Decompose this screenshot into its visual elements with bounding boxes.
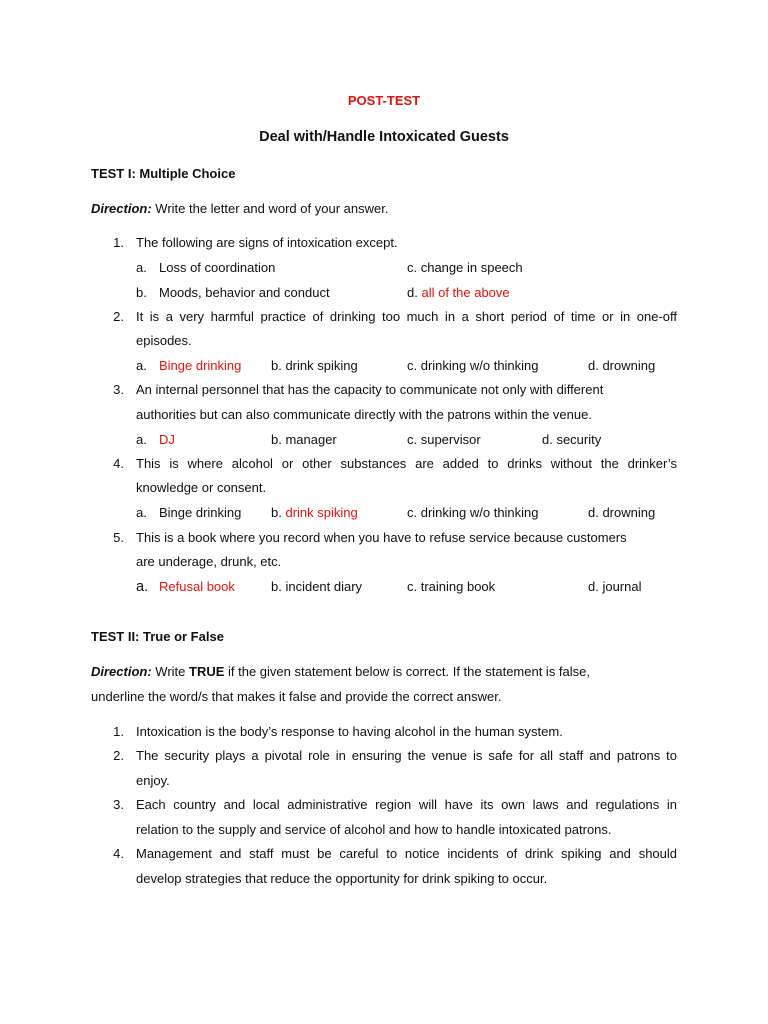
correct-answer: Refusal book xyxy=(159,579,235,594)
true-keyword: TRUE xyxy=(189,664,225,679)
statement-text: Each country and local administrative region will have its own laws and regulations in xyxy=(136,797,677,812)
item-number: 2. xyxy=(113,748,124,763)
question-number: 2. xyxy=(113,309,124,324)
correct-answer: all of the above xyxy=(421,285,510,300)
option-a: Loss of coordination xyxy=(159,260,276,275)
question-text-cont: are underage, drunk, etc. xyxy=(136,554,282,569)
option-c: c. change in speech xyxy=(407,260,523,275)
option-c: c. training book xyxy=(407,579,496,594)
question-text-cont: authorities but can also communicate directly with the patrons within the venue. xyxy=(136,407,592,422)
test2-heading: TEST II: True or False xyxy=(91,629,224,644)
correct-answer: drink spiking xyxy=(285,505,358,520)
question-number: 1. xyxy=(113,235,124,250)
question-text: This is a book where you record when you have to refuse service because customers xyxy=(136,530,627,545)
direction-label: Direction: xyxy=(91,664,152,679)
question-text: An internal personnel that has the capacity to communicate not only with different xyxy=(136,382,604,397)
test2-direction xyxy=(91,664,590,680)
option-d: d. security xyxy=(542,432,602,447)
option-b: Moods, behavior and conduct xyxy=(159,285,330,300)
post-test-label: POST-TEST xyxy=(347,93,421,108)
direction-text: if the given statement below is correct. If the statement is false, xyxy=(224,664,591,679)
option-b: b. manager xyxy=(271,432,337,447)
question-text: It is a very harmful practice of drinking too much in a short period of time or in one-off xyxy=(136,309,677,324)
direction-text: Write xyxy=(151,664,189,679)
question-number: 3. xyxy=(113,382,124,397)
test1-heading: TEST I: Multiple Choice xyxy=(91,166,236,181)
option-d: d. journal xyxy=(588,579,642,594)
option-d xyxy=(407,285,510,301)
statement-text: Management and staff must be careful to notice incidents of drink spiking and should xyxy=(136,846,677,861)
direction-label: Direction: xyxy=(91,201,152,216)
test2-direction-cont: underline the word/s that makes it false and provide the correct answer. xyxy=(91,689,502,704)
option-letter: a. xyxy=(136,432,147,447)
item-number: 3. xyxy=(113,797,124,812)
option-c: c. supervisor xyxy=(407,432,481,447)
statement-text-cont: enjoy. xyxy=(136,773,170,788)
question-text-cont: episodes. xyxy=(136,333,192,348)
option-letter: a. xyxy=(136,579,149,595)
option-d: d. drowning xyxy=(588,505,656,520)
option-b: b. drink spiking xyxy=(271,358,358,373)
statement-text-cont: relation to the supply and service of alcohol and how to handle intoxicated patrons. xyxy=(136,822,612,837)
option-letter: a. xyxy=(136,358,147,373)
option-letter: a. xyxy=(136,260,147,275)
item-number: 1. xyxy=(113,724,124,739)
option-letter: b. xyxy=(271,505,282,520)
item-number: 4. xyxy=(113,846,124,861)
question-text: This is where alcohol or other substances are added to drinks without the drinker’s xyxy=(136,456,677,471)
page-title: Deal with/Handle Intoxicated Guests xyxy=(259,129,509,145)
option-c: c. drinking w/o thinking xyxy=(407,358,539,373)
correct-answer: DJ xyxy=(159,432,175,447)
direction-text: Write the letter and word of your answer. xyxy=(151,201,389,216)
option-b: b. incident diary xyxy=(271,579,363,594)
statement-text: Intoxication is the body’s response to having alcohol in the human system. xyxy=(136,724,563,739)
question-number: 4. xyxy=(113,456,124,471)
option-b xyxy=(271,505,358,521)
option-letter: a. xyxy=(136,505,147,520)
option-d: d. drowning xyxy=(588,358,656,373)
statement-text: The security plays a pivotal role in ensuring the venue is safe for all staff and patrons to xyxy=(136,748,677,763)
question-text-cont: knowledge or consent. xyxy=(136,480,267,495)
question-number: 5. xyxy=(113,530,124,545)
test1-direction xyxy=(91,201,388,217)
option-c: c. drinking w/o thinking xyxy=(407,505,539,520)
statement-text-cont: develop strategies that reduce the opportunity for drink spiking to occur. xyxy=(136,871,548,886)
option-a: Binge drinking xyxy=(159,505,242,520)
correct-answer: Binge drinking xyxy=(159,358,242,373)
option-letter: b. xyxy=(136,285,147,300)
question-text: The following are signs of intoxication except. xyxy=(136,235,398,250)
option-letter: d. xyxy=(407,285,418,300)
